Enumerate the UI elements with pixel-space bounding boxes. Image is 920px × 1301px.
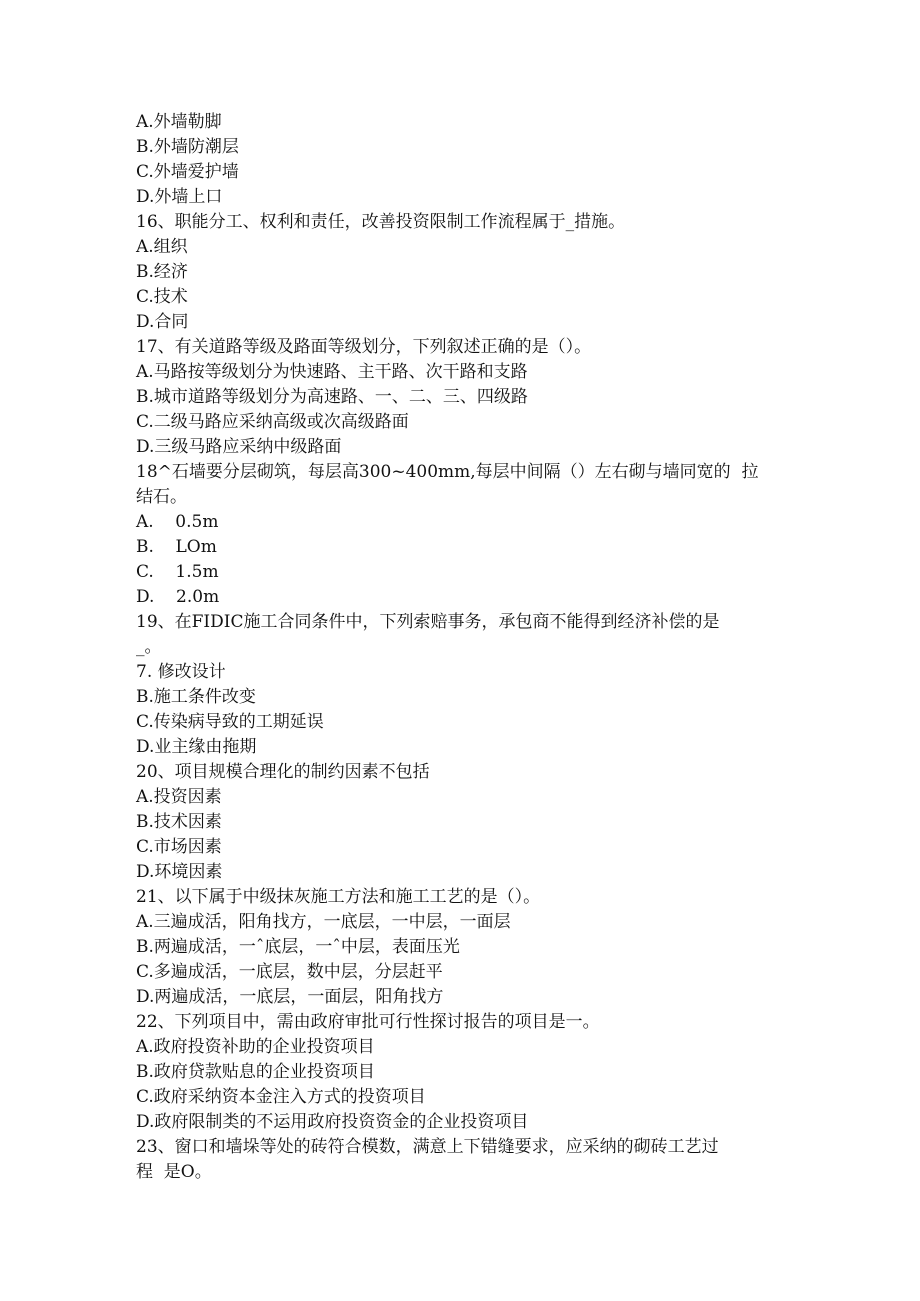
q21-option-c: C.多遍成活，一底层，数中层，分层赶平 (136, 962, 443, 982)
q16-option-b: B.经济 (136, 262, 188, 282)
q21-option-d: D.两遍成活，一底层，一面层，阳角找方 (136, 987, 444, 1007)
document-body (136, 110, 786, 1185)
q22-option-d: D.政府限制类的不运用政府投资资金的企业投资项目 (136, 1112, 529, 1132)
option-a-line: A.外墙勒脚 (136, 112, 222, 132)
question-21: 21、以下属于中级抹灰施工方法和施工工艺的是（）。 (136, 887, 541, 907)
q17-option-d: D.三级马路应采纳中级路面 (136, 437, 342, 457)
question-18: 18^石墙要分层砌筑，每层高300~400mm,每层中间隔（）左右砌与墙同宽的 拉 (136, 462, 759, 482)
q17-option-b: B.城市道路等级划分为高速路、一、二、三、四级路 (136, 387, 528, 407)
question-23-continued: 程 是O。 (136, 1162, 212, 1182)
question-20: 20、项目规模合理化的制约因素不包括 (136, 762, 430, 782)
q16-option-d: D.合同 (136, 312, 189, 332)
q16-option-a: A.组织 (136, 237, 188, 257)
q19-option-c: C.传染病导致的工期延误 (136, 712, 324, 732)
question-22: 22、下列项目中，需由政府审批可行性探讨报告的项目是一。 (136, 1012, 600, 1032)
option-b-line: B.外墙防潮层 (136, 137, 239, 157)
question-16: 16、职能分工、权利和责任，改善投资限制工作流程属于_措施。 (136, 212, 626, 232)
option-c-line: C.外墙爱护墙 (136, 162, 239, 182)
question-19: 19、在FIDIC施工合同条件中，下列索赔事务，承包商不能得到经济补偿的是 (136, 612, 720, 632)
q19-option-b: B.施工条件改变 (136, 687, 256, 707)
q19-option-d: D.业主缘由拖期 (136, 737, 257, 757)
q22-option-c: C.政府采纳资本金注入方式的投资项目 (136, 1087, 426, 1107)
q18-option-b: B. LOm (136, 537, 217, 557)
q19-option-a: 7. 修改设计 (136, 662, 226, 682)
q20-option-d: D.环境因素 (136, 862, 223, 882)
q22-option-a: A.政府投资补助的企业投资项目 (136, 1037, 375, 1057)
q20-option-b: B.技术因素 (136, 812, 222, 832)
question-23: 23、窗口和墙垛等处的砖符合模数，满意上下错缝要求，应采纳的砌砖工艺过 (136, 1137, 719, 1157)
q20-option-c: C.市场因素 (136, 837, 222, 857)
question-17: 17、有关道路等级及路面等级划分，下列叙述正确的是（）。 (136, 337, 592, 357)
q21-option-a: A.三遍成活，阳角找方，一底层，一中层，一面层 (136, 912, 511, 932)
q22-option-b: B.政府贷款贴息的企业投资项目 (136, 1062, 375, 1082)
question-19-continued: _。 (136, 637, 162, 657)
q18-option-d: D. 2.0m (136, 587, 220, 607)
q18-option-c: C. 1.5m (136, 562, 219, 582)
q17-option-a: A.马路按等级划分为快速路、主干路、次干路和支路 (136, 362, 528, 382)
option-d-line: D.外墙上口 (136, 187, 223, 207)
q17-option-c: C.二级马路应采纳高级或次高级路面 (136, 412, 409, 432)
q16-option-c: C.技术 (136, 287, 188, 307)
q21-option-b: B.两遍成活，一ˆ底层，一ˆ中层，表面压光 (136, 937, 460, 957)
q18-option-a: A. 0.5m (136, 512, 219, 532)
question-18-continued: 结石。 (136, 487, 187, 507)
q20-option-a: A.投资因素 (136, 787, 222, 807)
